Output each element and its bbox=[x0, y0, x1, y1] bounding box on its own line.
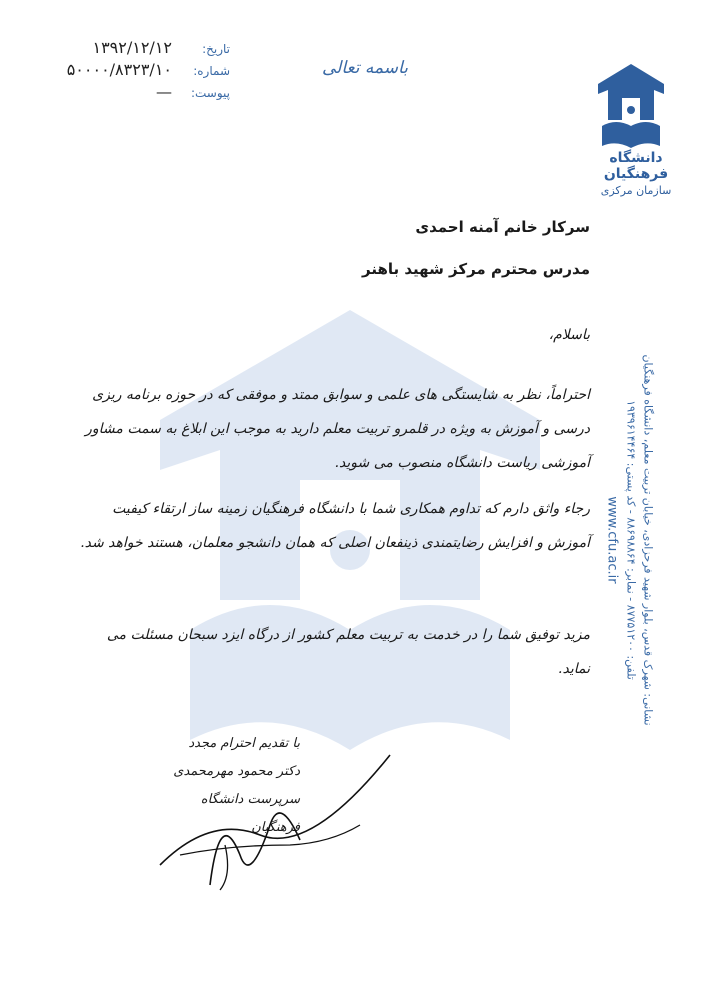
footer-address: نشانی: شهرک قدس، بلوار شهید فرحزادی، خیابان تربیت معلم، دانشگاه فرهنگیان bbox=[641, 354, 655, 726]
handwritten-signature bbox=[150, 745, 400, 895]
number-label: شماره: bbox=[193, 64, 230, 78]
greeting: باسلام، bbox=[548, 327, 590, 343]
recipient-name: سرکار خانم آمنه احمدی bbox=[415, 218, 590, 236]
paragraph-2: رجاء واثق دارم که تداوم همکاری شما با دانشگاه فرهنگیان زمینه ساز ارتقاء کیفیت آموزش و افزایش رضایتمندی ذینفعان اصلی که همان دانشجو معلمان، هستند خواهد شد. bbox=[80, 501, 590, 551]
date-value: ۱۳۹۲/۱۲/۱۲ bbox=[92, 38, 172, 57]
date-label: تاریخ: bbox=[202, 42, 230, 56]
date-row bbox=[20, 38, 230, 60]
number-row bbox=[20, 60, 230, 82]
signer-title: سرپرست دانشگاه فرهنگیان bbox=[200, 792, 300, 835]
university-name: دانشگاه فرهنگیان bbox=[603, 150, 669, 182]
letter-meta bbox=[20, 38, 230, 104]
attachment-row bbox=[20, 82, 230, 104]
side-contact-text bbox=[604, 280, 657, 800]
attachment-label: پیوست: bbox=[190, 86, 230, 100]
paragraph-1: احتراماً، نظر به شایستگی های علمی و سوابق ممتد و موفقی که در حوزه برنامه ریزی درسی و آموزش به ویژه در قلمرو تربیت معلم دارید به موجب این ابلاغ به سمت مشاور آموزشی ریاست دانشگاه منصوب می شوید. bbox=[85, 387, 590, 471]
logo-caption bbox=[586, 150, 686, 197]
closing-regards: با تقدیم احترام مجدد bbox=[188, 736, 300, 751]
recipient-title: مدرس محترم مرکز شهید باهنر bbox=[362, 260, 590, 278]
signer-name: دکتر محمود مهرمحمدی bbox=[173, 764, 300, 779]
bismillah-heading: باسمه تعالی bbox=[322, 58, 408, 78]
paragraph-3: مزید توفیق شما را در خدمت به تربیت معلم کشور از درگاه ایزد سبحان مسئلت می نماید. bbox=[106, 627, 590, 677]
footer-contact: تلفن: ۸۷۷۵۱۲۰۰ - نمابر: ۸۸۶۹۸۸۶۴ - کد پستی: ۱۹۳۹۶۱۴۴۶۴ bbox=[624, 400, 638, 680]
footer-website: www.cfu.ac.ir bbox=[604, 496, 620, 584]
number-value: ۵۰۰۰۰/۸۳۲۳/۱۰ bbox=[66, 60, 172, 79]
university-subtitle: سازمان مرکزی bbox=[600, 184, 672, 197]
university-logo-icon bbox=[596, 62, 666, 150]
attachment-value: — bbox=[156, 82, 172, 101]
side-contact-strip bbox=[590, 280, 670, 800]
